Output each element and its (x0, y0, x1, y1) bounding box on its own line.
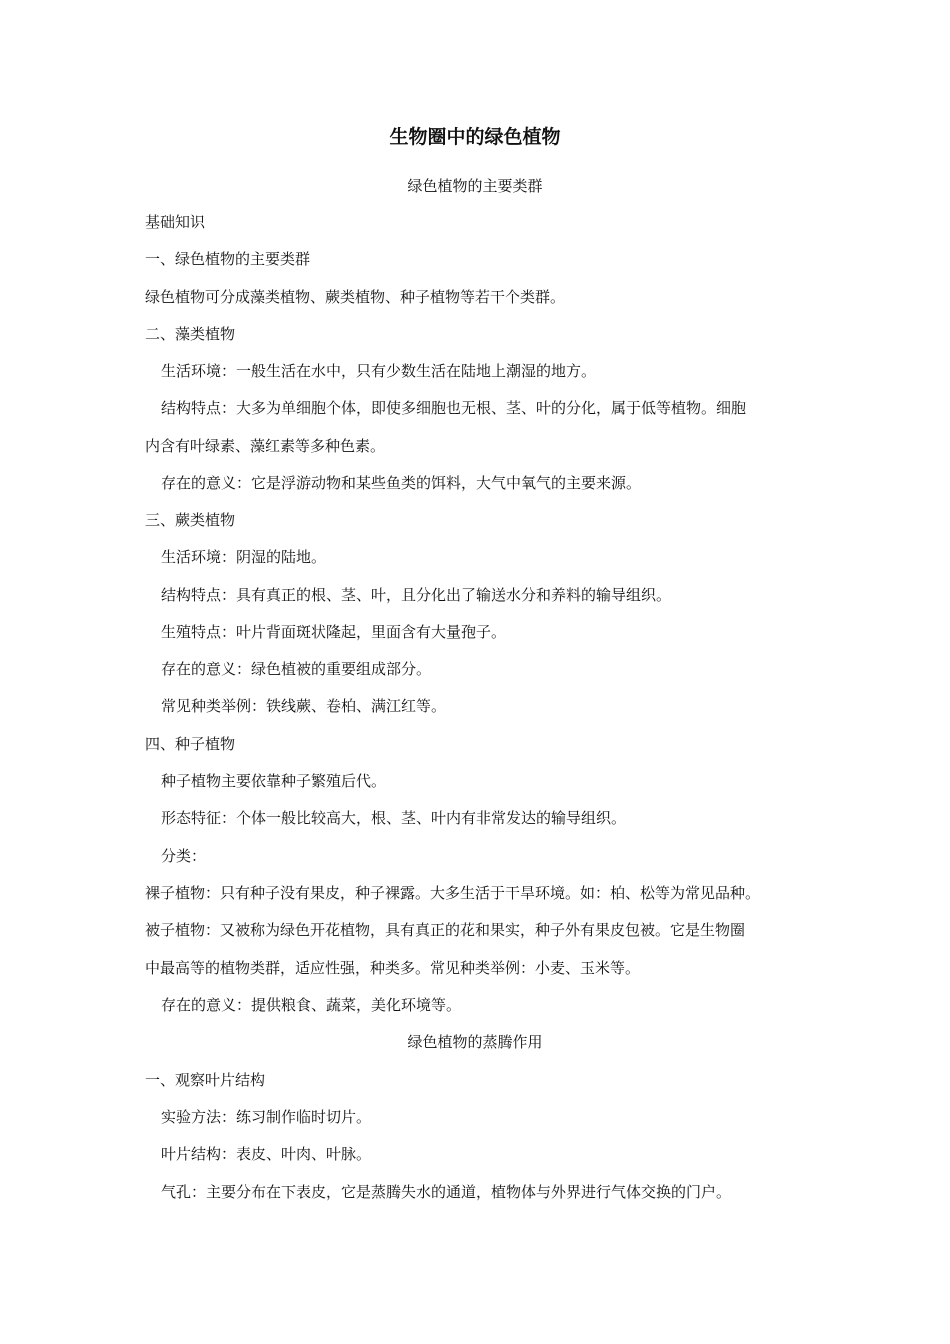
seed-classification-label: 分类： (161, 847, 207, 865)
fern-environment: 生活环境：阴湿的陆地。 (161, 548, 327, 566)
part1-heading: 一、绿色植物的主要类群 (145, 250, 311, 268)
algae-structure-line1: 结构特点：大多为单细胞个体，即使多细胞也无根、茎、叶的分化，属于低等植物。细胞 (161, 399, 747, 417)
part4-heading: 四、种子植物 (145, 735, 236, 753)
gymnosperm-text: 裸子植物：只有种子没有果皮，种子裸露。大多生活于干旱环境。如：柏、松等为常见品种。 (145, 884, 761, 902)
algae-environment: 生活环境：一般生活在水中，只有少数生活在陆地上潮湿的地方。 (161, 362, 597, 380)
angiosperm-line1: 被子植物：又被称为绿色开花植物，具有真正的花和果实，种子外有果皮包被。它是生物圈 (145, 921, 746, 939)
seed-significance: 存在的意义：提供粮食、蔬菜，美化环境等。 (161, 996, 462, 1014)
fern-examples: 常见种类举例：铁线蕨、卷柏、满江红等。 (161, 697, 447, 715)
part1-text: 绿色植物可分成藻类植物、蕨类植物、种子植物等若干个类群。 (145, 288, 566, 306)
basic-knowledge-label: 基础知识 (145, 213, 206, 231)
algae-structure-line2: 内含有叶绿素、藻红素等多种色素。 (145, 437, 386, 455)
fern-structure: 结构特点：具有真正的根、茎、叶，且分化出了输送水分和养料的输导组织。 (161, 586, 672, 604)
fern-reproduction: 生殖特点：叶片背面斑状隆起，里面含有大量孢子。 (161, 623, 507, 641)
section-heading-transpiration: 绿色植物的蒸腾作用 (407, 1033, 543, 1051)
angiosperm-line2: 中最高等的植物类群，适应性强，种类多。常见种类举例：小麦、玉米等。 (145, 959, 641, 977)
section-heading: 绿色植物的主要类群 (407, 177, 543, 195)
document-title: 生物圈中的绿色植物 (389, 126, 561, 148)
part3-heading: 三、蕨类植物 (145, 511, 236, 529)
part5-heading: 一、观察叶片结构 (145, 1071, 266, 1089)
seed-form: 形态特征：个体一般比较高大，根、茎、叶内有非常发达的输导组织。 (161, 809, 627, 827)
stomata-text: 气孔：主要分布在下表皮，它是蒸腾失水的通道，植物体与外界进行气体交换的门户。 (161, 1183, 732, 1201)
algae-significance: 存在的意义：它是浮游动物和某些鱼类的饵料，大气中氧气的主要来源。 (161, 474, 642, 492)
part2-heading: 二、藻类植物 (145, 325, 236, 343)
seed-intro: 种子植物主要依靠种子繁殖后代。 (161, 772, 387, 790)
leaf-method: 实验方法：练习制作临时切片。 (161, 1108, 372, 1126)
fern-significance: 存在的意义：绿色植被的重要组成部分。 (161, 660, 432, 678)
leaf-structure: 叶片结构：表皮、叶肉、叶脉。 (161, 1145, 372, 1163)
